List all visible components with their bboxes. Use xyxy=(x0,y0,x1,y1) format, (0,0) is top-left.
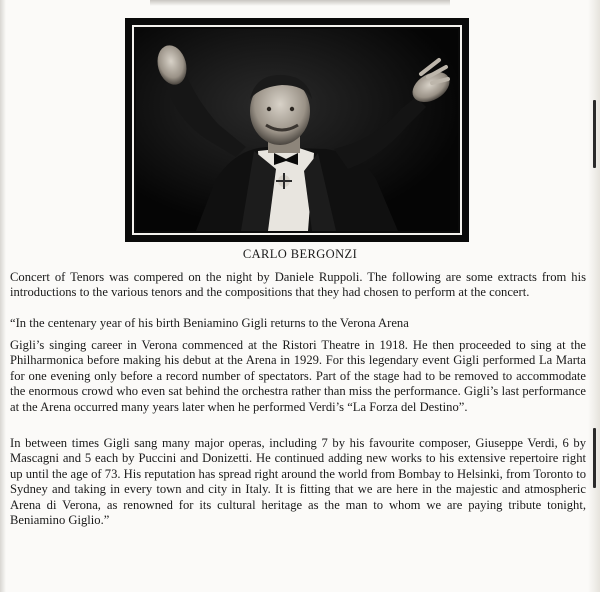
page-edge-right xyxy=(588,0,600,592)
photo-image xyxy=(136,29,458,231)
binding-mark xyxy=(593,100,596,168)
intro-paragraph: Concert of Tenors was compered on the night by Daniele Ruppoli. The following are some extracts from his introductions to the various tenors and the compositions that they had chosen to perform at the concert. xyxy=(10,270,586,300)
binding-mark xyxy=(593,428,596,488)
gigli-career-paragraph: Gigli’s singing career in Verona commenced at the Ristori Theatre in 1918. He then proceeded to sing at the Philharmonica before making his debut at the Arena in 1929. For this legendary event Gigli performed La Marta for one evening only before a record number of spectators. Part of the stage had to be removed to accommodate the enormous crowd who even sat behind the orchestra rather than miss the performance. Gigli’s last performance at the Arena occurred many years later when he performed Verdi’s “La Forza del Destino”. xyxy=(10,338,586,414)
quote-opening-line: “In the centenary year of his birth Beniamino Gigli returns to the Verona Arena xyxy=(10,316,409,330)
page-edge-left xyxy=(0,0,6,592)
photo-caption: CARLO BERGONZI xyxy=(242,247,358,261)
gigli-repertoire-paragraph: In between times Gigli sang many major operas, including 7 by his favourite composer, Giuseppe Verdi, 6 by Mascagni and 5 each by Puccini and Donizetti. He continued adding new works to his extensive repertoire right up until the age of 73. His reputation has spread right around the world from Bombay to Helsinki, from Toronto to Sydney and taking in every town and city in Italy. It is fitting that we are here in the majestic and atmospheric Arena di Verona, as renowned for its cultural heritage as the man to whom we are paying tribute tonight, Beniamino Giglio.” xyxy=(10,436,586,528)
page-edge-top xyxy=(150,0,450,6)
tenor-photograph xyxy=(125,18,469,242)
